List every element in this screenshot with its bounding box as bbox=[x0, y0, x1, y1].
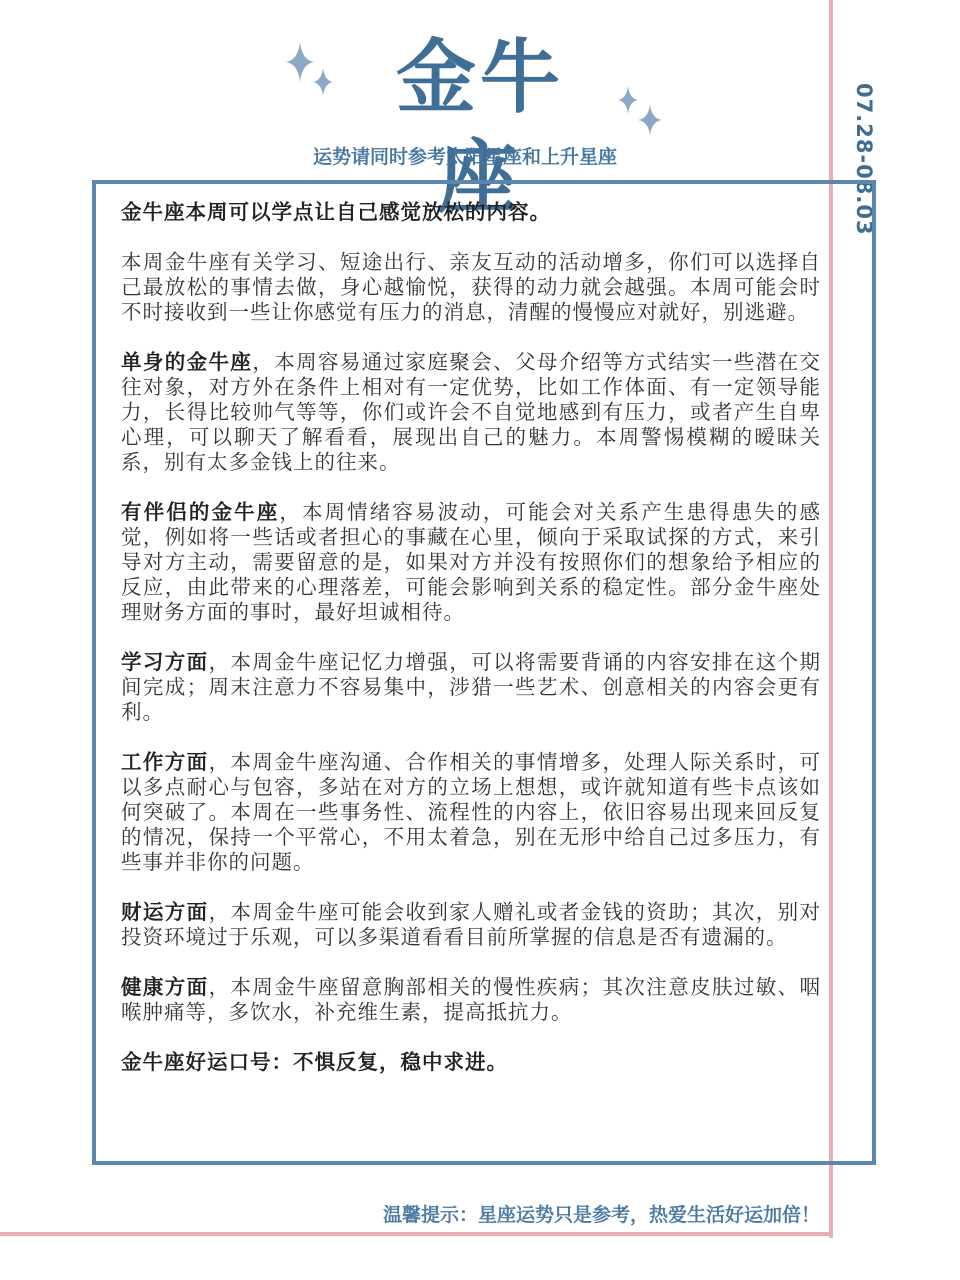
page-title: 金牛座 bbox=[396, 31, 564, 224]
section-label: 单身的金牛座 bbox=[121, 350, 253, 374]
section-text: ，本周金牛座沟通、合作相关的事情增多，处理人际关系时，可以多点耐心与包容，多站在对方的立场上想想，或许就知道有些卡点该如何突破了。本周在一些事务性、流程性的内容上，依旧容易出现来回反复的情况，保持一个平常心，不用太着急，别在无形中给自己过多压力，有些事并非你的问题。 bbox=[121, 750, 822, 874]
overview-paragraph: 本周金牛座有关学习、短途出行、亲友互动的活动增多，你们可以选择自己最放松的事情去做，身心越愉悦，获得的动力就会越强。本周可能会时不时接收到一些让你感觉有压力的消息，清醒的慢慢应对就好，别逃避。 bbox=[121, 250, 821, 324]
sparkle-icon bbox=[618, 86, 638, 114]
section-label: 学习方面 bbox=[121, 650, 209, 674]
horoscope-frame bbox=[92, 180, 876, 1165]
section-single bbox=[121, 350, 821, 475]
section-work bbox=[121, 750, 821, 875]
sparkle-icon bbox=[313, 68, 333, 96]
section-health bbox=[121, 975, 821, 1025]
section-text: ，本周金牛座留意胸部相关的慢性疾病；其次注意皮肤过敏、咽喉肿痛等，多饮水，补充维生素，提高抵抗力。 bbox=[121, 975, 822, 1024]
section-text: ，本周金牛座可能会收到家人赠礼或者金钱的资助；其次，别对投资环境过于乐观，可以多渠道看看目前所掌握的信息是否有遗漏的。 bbox=[121, 900, 822, 949]
section-label: 财运方面 bbox=[121, 900, 209, 924]
section-study bbox=[121, 650, 821, 725]
slogan-paragraph bbox=[121, 1050, 821, 1075]
section-wealth bbox=[121, 900, 821, 950]
section-label: 工作方面 bbox=[121, 750, 209, 774]
section-text: ，本周金牛座记忆力增强，可以将需要背诵的内容安排在这个期间完成；周末注意力不容易集中，涉猎一些艺术、创意相关的内容会更有利。 bbox=[121, 650, 822, 724]
section-partnered bbox=[121, 500, 821, 625]
slogan-text: 金牛座好运口号：不惧反复，稳中求进。 bbox=[121, 1050, 508, 1074]
intro-paragraph bbox=[121, 200, 821, 225]
subtitle: 运势请同时参考太阳星座和上升星座 bbox=[312, 146, 617, 168]
section-label: 有伴侣的金牛座 bbox=[121, 500, 280, 524]
section-label: 健康方面 bbox=[121, 975, 209, 999]
section-text: ，本周情绪容易波动，可能会对关系产生患得患失的感觉，例如将一些话或者担心的事藏在心里，倾向于采取试探的方式，来引导对方主动，需要留意的是，如果对方并没有按照你们的想象给予相应的反应，由此带来的心理落差，可能会影响到关系的稳定性。部分金牛座处理财务方面的事时，最好坦诚相待。 bbox=[121, 500, 822, 624]
sparkle-icon bbox=[638, 104, 662, 136]
pink-horizontal-line bbox=[0, 1232, 833, 1236]
footer-tip: 温馨提示：星座运势只是参考，热爱生活好运加倍！ bbox=[382, 1204, 820, 1226]
intro-text: 金牛座本周可以学点让自己感觉放松的内容。 bbox=[121, 200, 551, 224]
section-text: ，本周容易通过家庭聚会、父母介绍等方式结实一些潜在交往对象，对方外在条件上相对有一定优势，比如工作体面、有一定领导能力，长得比较帅气等等，你们或许会不自觉地感到有压力，或者产生自卑心理，可以聊天了解看看，展现出自己的魅力。本周警惕模糊的暧昧关系，别有太多金钱上的往来。 bbox=[121, 350, 822, 474]
sparkle-icon bbox=[286, 42, 314, 82]
date-range: 07.28-08.03 bbox=[852, 83, 876, 236]
horoscope-content bbox=[121, 200, 821, 1100]
